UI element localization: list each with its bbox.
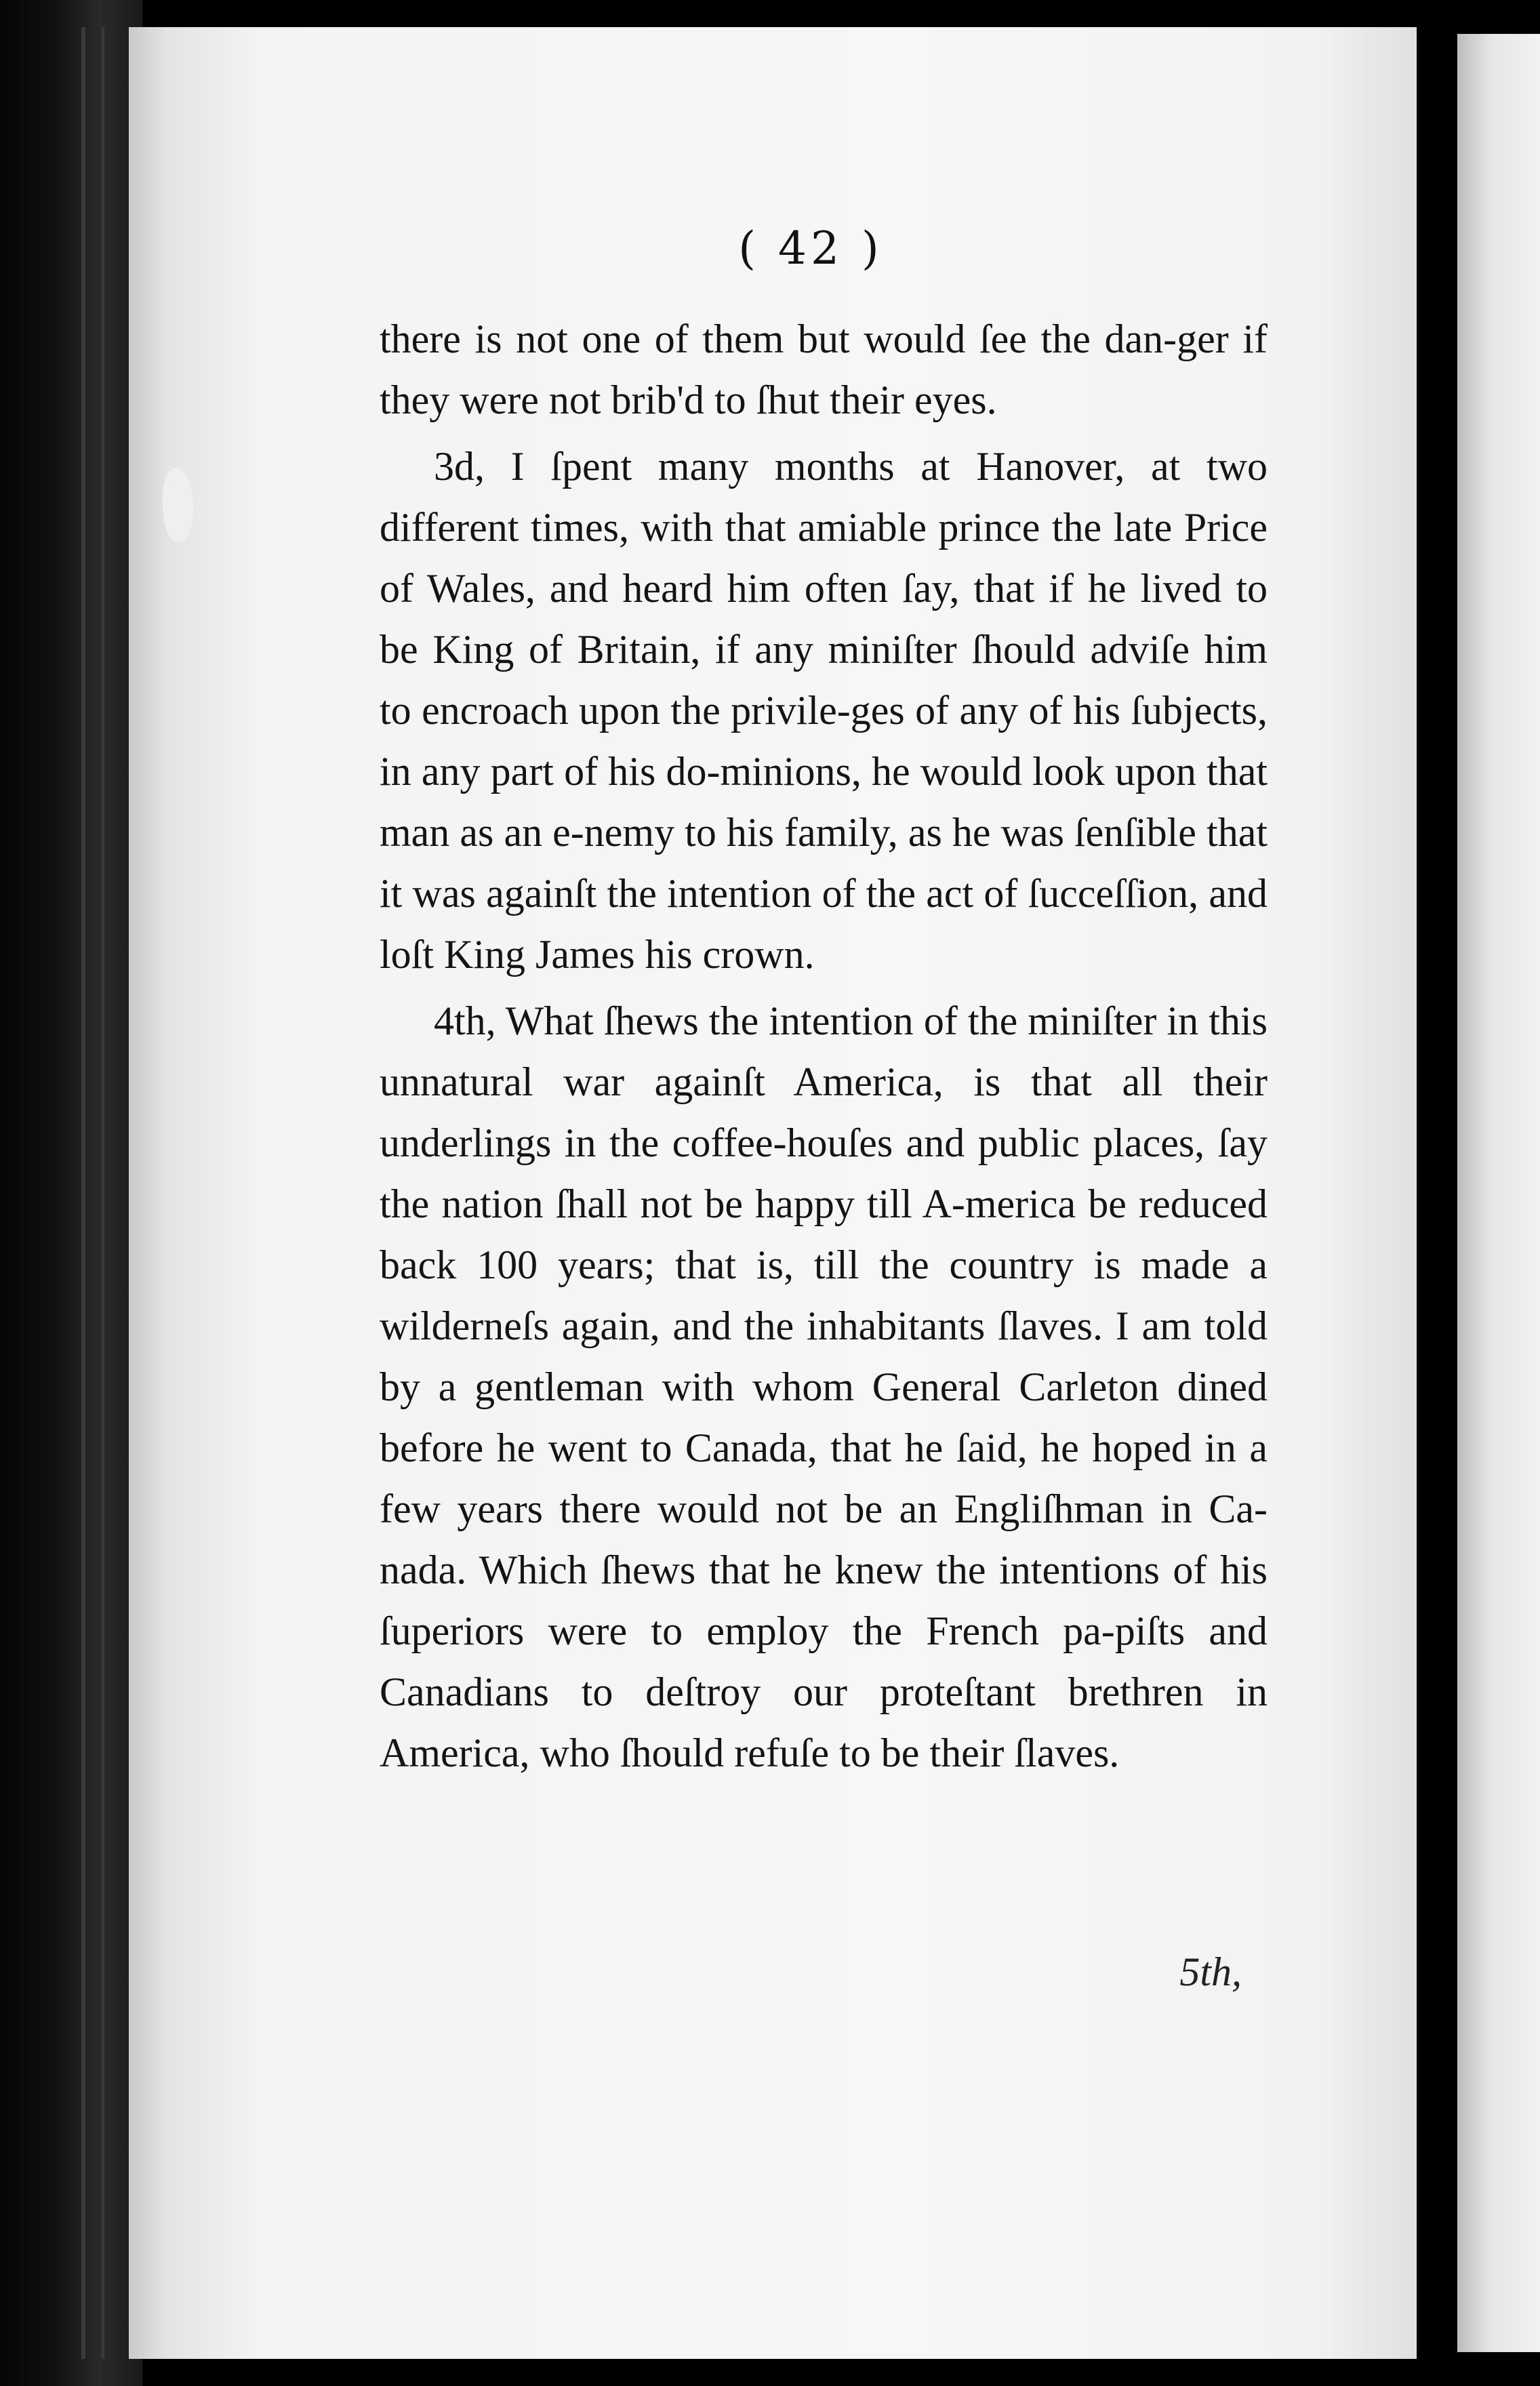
adjacent-page-edge bbox=[1457, 34, 1540, 2352]
page-number: ( 42 ) bbox=[738, 222, 883, 275]
paragraph-continuation: there is not one of them but would ſee the dan-ger if they were not brib'd to ſhut their eyes. bbox=[380, 317, 1268, 422]
page-body-text bbox=[380, 308, 1268, 1783]
gutter-stripe bbox=[102, 27, 104, 2359]
binding-gutter bbox=[0, 0, 142, 2386]
paragraph-third-point: 3d, I ſpent many months at Hanover, at two different times, with that amiable prince the late Price of Wales, and heard him often ſay, that if he lived to be King of Britain, if any miniſter ſhould adviſe him to encroach upon the privile-ges of any of his ſubjects, in any part of his do-minions, he would look upon that man as an e-nemy to his family, as he was ſenſible that it was againſt the intention of the act of ſucceſſion, and loſt King James his crown. bbox=[380, 444, 1268, 977]
catchword: 5th, bbox=[1179, 1949, 1242, 1994]
gutter-stripe bbox=[81, 27, 85, 2359]
paragraph-fourth-point: 4th, What ſhews the intention of the miniſter in this unnatural war againſt America, is that all their underlings in the coffee-houſes and public places, ſay the nation ſhall not be happy till A-merica be reduced back 100 years; that is, till the country is made a wilderneſs again, and the inhabitants ſlaves. I am told by a gentleman with whom General Carleton dined before he went to Canada, that he ſaid, he hoped in a few years there would not be an Engliſhman in Ca-nada. Which ſhews that he knew the intentions of his ſuperiors were to employ the French pa-piſts and Canadians to deſtroy our proteſtant brethren in America, who ſhould refuſe to be their ſlaves. bbox=[380, 998, 1268, 1775]
ink-blot bbox=[163, 468, 193, 542]
